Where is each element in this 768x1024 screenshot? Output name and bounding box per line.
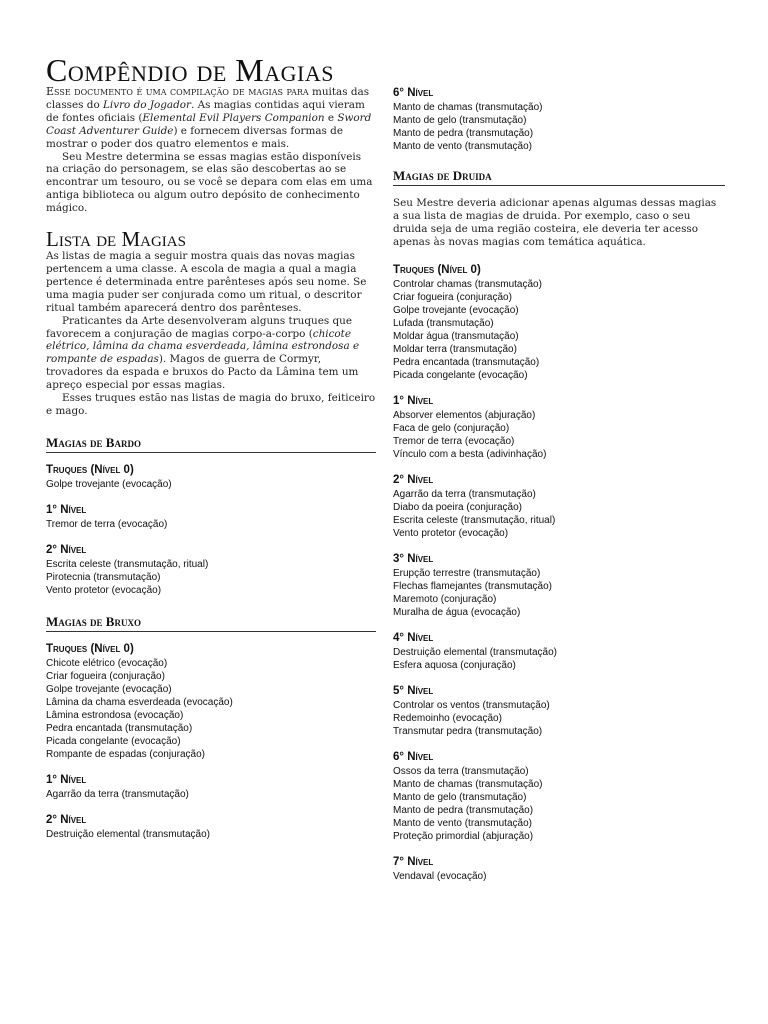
spell-entry: Destruição elemental (transmutação) <box>393 646 557 658</box>
warlock-spells-heading: Magias de Bruxo <box>46 614 376 632</box>
spell-entry: Lufada (transmutação) <box>393 317 494 329</box>
spell-level-heading: 4° Nível <box>393 631 434 644</box>
spell-entry: Tremor de terra (evocação) <box>393 435 515 447</box>
spell-entry: Escrita celeste (transmutação, ritual) <box>46 558 209 570</box>
spell-entry: Controlar chamas (transmutação) <box>393 278 542 290</box>
spell-list-section <box>46 228 376 418</box>
spell-level-heading: 3° Nível <box>393 552 434 565</box>
spell-entry: Diabo da poeira (conjuração) <box>393 501 522 513</box>
spell-entry: Lâmina da chama esverdeada (evocação) <box>46 696 233 708</box>
spell-level-group <box>393 684 725 738</box>
spell-entry: Picada congelante (evocação) <box>46 735 181 747</box>
spell-level-group <box>393 86 725 153</box>
spell-entry: Manto de pedra (transmutação) <box>393 804 534 816</box>
spell-entry: Manto de vento (transmutação) <box>393 141 532 152</box>
intro-paragraph-1 <box>46 86 376 151</box>
spell-entry: Picada congelante (evocação) <box>393 369 528 381</box>
spell-level-group <box>46 642 376 761</box>
warlock-spells-section <box>46 614 376 841</box>
spell-entry: Manto de gelo (transmutação) <box>393 791 527 803</box>
spell-entry: Absorver elementos (abjuração) <box>393 409 536 421</box>
spell-entry: Maremoto (conjuração) <box>393 593 497 605</box>
spell-level-group <box>393 473 725 540</box>
spell-list-paragraph-2 <box>46 315 376 392</box>
spell-entry: Vendaval (evocação) <box>393 870 487 882</box>
spell-entry: Manto de pedra (transmutação) <box>393 128 534 139</box>
spell-entry: Lâmina estrondosa (evocação) <box>46 709 184 721</box>
spell-list-paragraph-3: Esses truques estão nas listas de magia do bruxo, feiticeiro e mago. <box>46 392 376 417</box>
spell-level-group <box>393 263 725 382</box>
spell-entry: Vínculo com a besta (adivinhação) <box>393 448 547 460</box>
spell-level-heading: 5° Nível <box>393 684 434 697</box>
bard-spells-section <box>46 435 376 597</box>
spell-list-p2-text-a: Praticantes da Arte desenvolveram alguns truques que favorecem a conjuração de magias corpo-a-corpo ( <box>46 314 352 340</box>
spell-level-heading: 7° Nível <box>393 855 434 868</box>
spell-entry: Criar fogueira (conjuração) <box>393 291 512 303</box>
spell-level-heading: 2° Nível <box>46 813 87 826</box>
spell-entry: Tremor de terra (evocação) <box>46 518 168 530</box>
spell-entry: Pirotecnia (transmutação) <box>46 571 161 583</box>
spell-entry: Manto de gelo (transmutação) <box>393 115 527 126</box>
bard-spells-heading: Magias de Bardo <box>46 435 376 453</box>
intro-paragraph-2: Seu Mestre determina se essas magias estão disponíveis na criação do personagem, se elas são descobertas ao se encontrar um tesouro, ou se você se depara com elas em uma antiga biblioteca ou algum outro depósito de conhecimento mágico. <box>46 150 373 215</box>
spell-level-group <box>393 750 725 843</box>
intro-text-a: muitas das classes do <box>46 86 370 111</box>
druid-spells-heading: Magias de Druida <box>393 168 725 186</box>
spell-entry: Muralha de água (evocação) <box>393 606 521 618</box>
spell-level-group <box>393 394 725 461</box>
spell-level-heading: Truques (Nível 0) <box>46 463 134 476</box>
spell-entry: Manto de vento (transmutação) <box>393 817 532 829</box>
druid-intro-paragraph: Seu Mestre deveria adicionar apenas algumas dessas magias a sua lista de magias de druida. Por exemplo, caso o seu druida seja de uma região costeira, ele deveria ter acesso apenas às novas magias com temática aquática. <box>393 197 717 248</box>
spell-entry: Controlar os ventos (transmutação) <box>393 699 550 711</box>
spell-level-heading: 6° Nível <box>393 87 434 99</box>
spell-level-heading: 6° Nível <box>393 750 434 763</box>
spell-level-group <box>46 773 376 801</box>
spell-entry: Golpe trovejante (evocação) <box>46 478 172 490</box>
spell-list-paragraph-1: As listas de magia a seguir mostra quais das novas magias pertencem a uma classe. A escola de magia a qual a magia pertence é determinada entre parênteses após seu nome. Se uma magia puder ser conjurada como um ritual, o descritor ritual também aparecerá dentro dos parênteses. <box>46 250 367 314</box>
spell-level-heading: 1° Nível <box>46 503 87 516</box>
spell-level-group <box>46 463 376 491</box>
intro-section <box>46 86 376 215</box>
spell-level-group <box>46 503 376 531</box>
spell-list-heading: Lista de Magias <box>46 227 186 252</box>
spell-entry: Criar fogueira (conjuração) <box>46 670 165 682</box>
spell-entry: Moldar água (transmutação) <box>393 330 519 342</box>
book-title-players-handbook: Livro do Jogador <box>103 98 191 111</box>
book-title-elemental-evil: Elemental Evil Players Companion <box>142 111 325 124</box>
spell-level-heading: 1° Nível <box>46 773 87 786</box>
spell-level-group <box>393 855 725 883</box>
spell-level-group <box>393 552 725 619</box>
spell-entry: Transmutar pedra (transmutação) <box>393 725 543 737</box>
spell-entry: Pedra encantada (transmutação) <box>393 356 540 368</box>
spell-entry: Agarrão da terra (transmutação) <box>46 788 189 800</box>
spell-level-heading: 2° Nível <box>393 473 434 486</box>
intro-text-d: ) e fornecem diversas formas de mostrar o poder dos quatro elementos e mais. <box>46 124 343 150</box>
spell-level-group <box>46 813 376 841</box>
spell-entry: Manto de chamas (transmutação) <box>393 778 543 790</box>
intro-text-b: . As magias contidas aqui vieram de fontes oficiais ( <box>46 98 365 124</box>
spell-level-heading: Truques (Nível 0) <box>46 642 134 655</box>
spell-entry: Golpe trovejante (evocação) <box>393 304 519 316</box>
intro-text-c: e <box>324 111 338 124</box>
spell-entry: Golpe trovejante (evocação) <box>46 683 172 695</box>
warlock-spells-continued <box>393 86 725 153</box>
spell-entry: Erupção terrestre (transmutação) <box>393 567 541 579</box>
spell-entry: Esfera aquosa (conjuração) <box>393 659 516 671</box>
spell-entry: Chicote elétrico (evocação) <box>46 657 168 669</box>
intro-lead: Esse documento é uma compilação de magias para <box>46 85 309 98</box>
spell-entry: Destruição elemental (transmutação) <box>46 828 210 840</box>
spell-entry: Vento protetor (evocação) <box>393 527 509 539</box>
spell-entry: Pedra encantada (transmutação) <box>46 722 193 734</box>
spell-level-group <box>393 631 725 672</box>
book-title-sword-coast: Sword Coast Adventurer Guide <box>46 111 372 137</box>
spell-entry: Proteção primordial (abjuração) <box>393 830 534 842</box>
spell-entry: Moldar terra (transmutação) <box>393 343 517 355</box>
spell-entry: Rompante de espadas (conjuração) <box>46 748 205 760</box>
spell-level-heading: 2° Nível <box>46 543 87 556</box>
spell-list-p2-text-b: ). Magos de guerra de Cormyr, trovadores da espada e bruxos do Pacto da Lâmina tem um apreço especial por essas magias. <box>46 353 359 392</box>
left-column <box>46 86 376 841</box>
spell-entry: Redemoinho (evocação) <box>393 712 502 724</box>
spell-entry: Manto de chamas (transmutação) <box>393 102 543 113</box>
spell-entry: Agarrão da terra (transmutação) <box>393 488 536 500</box>
spell-entry: Faca de gelo (conjuração) <box>393 422 510 434</box>
right-column <box>393 86 725 883</box>
spell-level-heading: Truques (Nível 0) <box>393 263 481 276</box>
spell-entry: Vento protetor (evocação) <box>46 584 162 596</box>
spell-level-group <box>46 543 376 597</box>
melee-cantrips-list: chicote elétrico, lâmina da chama esverdeada, lâmina estrondosa e rompante de espadas <box>46 327 360 366</box>
spell-entry: Flechas flamejantes (transmutação) <box>393 580 552 592</box>
spell-entry: Ossos da terra (transmutação) <box>393 765 529 777</box>
spell-level-heading: 1° Nível <box>393 394 434 407</box>
druid-spells-section <box>393 168 725 883</box>
spell-entry: Escrita celeste (transmutação, ritual) <box>393 514 556 526</box>
document-title: Compêndio de Magias <box>46 52 334 88</box>
